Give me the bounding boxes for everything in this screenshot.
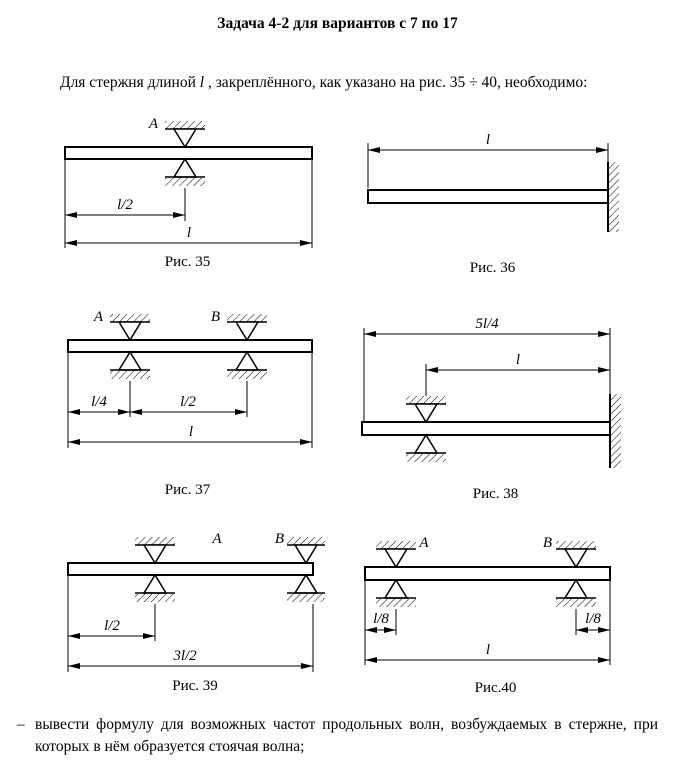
page-title: Задача 4-2 для вариантов с 7 по 17 bbox=[217, 15, 458, 32]
fixed-wall bbox=[608, 162, 619, 232]
support-label-a: A bbox=[148, 116, 158, 132]
top-pin-support-a bbox=[376, 541, 416, 567]
dimension-half-length bbox=[68, 575, 155, 672]
dim-label-l: l bbox=[515, 352, 521, 368]
dim-label-l4: l/4 bbox=[91, 394, 107, 410]
bottom-pin-support-b bbox=[556, 580, 596, 607]
top-pin-support bbox=[406, 396, 446, 422]
dimension-five-quarters bbox=[364, 316, 610, 421]
dim-label-l: l bbox=[485, 642, 491, 658]
support-label-a: A bbox=[212, 531, 222, 547]
top-pin-support-left bbox=[135, 537, 175, 563]
length-variable: l bbox=[199, 74, 205, 91]
bullet-dash: – bbox=[17, 716, 25, 733]
support-label-a: A bbox=[419, 535, 429, 551]
intro-text-2: , закреплённого, как указано на рис. 35 ÷ 40, необходимо: bbox=[204, 74, 588, 91]
bottom-pin-support-a bbox=[110, 352, 150, 379]
figure-35-diagram bbox=[55, 112, 320, 252]
dimension-full-length bbox=[365, 642, 610, 660]
dim-label-l: l bbox=[485, 132, 491, 148]
top-pin-support-right bbox=[287, 537, 325, 563]
dim-label-l: l bbox=[186, 225, 192, 241]
figure-caption: Рис. 35 bbox=[164, 254, 211, 270]
dim-label-l: l bbox=[188, 424, 194, 440]
figure-40-diagram bbox=[348, 532, 643, 678]
dim-label-l2: l/2 bbox=[180, 394, 196, 410]
dimension-half-length bbox=[130, 381, 247, 417]
top-pin-support-a bbox=[110, 314, 150, 340]
figure-39-diagram bbox=[55, 528, 335, 676]
figure-39 bbox=[55, 528, 335, 695]
dimension-full-length bbox=[426, 352, 610, 396]
intro-paragraph bbox=[36, 74, 640, 92]
dimension-three-halves bbox=[68, 604, 313, 672]
figure-36-diagram bbox=[350, 130, 635, 258]
support-label-b: B bbox=[210, 309, 220, 325]
support-label-b: B bbox=[542, 535, 552, 551]
figure-36 bbox=[350, 130, 635, 277]
figure-40 bbox=[348, 532, 643, 697]
bottom-pin-support bbox=[165, 159, 205, 186]
top-pin-support-b bbox=[556, 541, 596, 567]
rod bbox=[368, 190, 608, 203]
figure-38-diagram bbox=[348, 316, 643, 484]
dim-label-3l2: 3l/2 bbox=[173, 648, 197, 664]
rod bbox=[362, 422, 610, 435]
figure-caption: Рис.40 bbox=[474, 680, 517, 696]
bottom-pin-support-a bbox=[376, 580, 416, 607]
dim-label-l2: l/2 bbox=[117, 197, 133, 213]
bullet-text: вывести формулу для возможных частот продольных волн, возбуждаемых в стержне, при которых в нём образуется стоячая волна; bbox=[35, 716, 658, 756]
figure-37 bbox=[55, 308, 320, 499]
rod bbox=[68, 340, 312, 352]
dim-label-5l4: 5l/4 bbox=[475, 316, 499, 332]
bottom-pin-support-right bbox=[287, 575, 325, 602]
support-label-b: B bbox=[274, 531, 284, 547]
top-pin-support-b bbox=[227, 314, 267, 340]
figure-38 bbox=[348, 316, 643, 503]
task-bullet bbox=[17, 714, 658, 759]
support-label-a: A bbox=[93, 309, 103, 325]
rod bbox=[68, 563, 313, 575]
figure-35 bbox=[55, 112, 320, 271]
top-pin-support bbox=[165, 121, 205, 147]
figure-caption: Рис. 39 bbox=[172, 678, 218, 694]
bottom-pin-support-b bbox=[227, 352, 267, 379]
dim-label-l8-left: l/8 bbox=[373, 611, 389, 627]
dimension-full-length bbox=[368, 132, 608, 188]
figure-37-diagram bbox=[55, 308, 320, 480]
bottom-pin-support bbox=[406, 435, 446, 462]
figure-caption: Рис. 37 bbox=[164, 482, 211, 498]
rod bbox=[65, 147, 312, 159]
rod bbox=[365, 567, 610, 580]
figure-caption: Рис. 38 bbox=[472, 486, 519, 502]
figure-caption: Рис. 36 bbox=[469, 260, 516, 276]
fixed-wall bbox=[610, 394, 621, 468]
dim-label-l2: l/2 bbox=[104, 618, 120, 634]
dim-label-l8-right: l/8 bbox=[585, 611, 601, 627]
intro-text-1: Для стержня длиной bbox=[60, 74, 200, 91]
dimension-half-length bbox=[65, 159, 185, 248]
bottom-pin-support-left bbox=[135, 575, 175, 602]
